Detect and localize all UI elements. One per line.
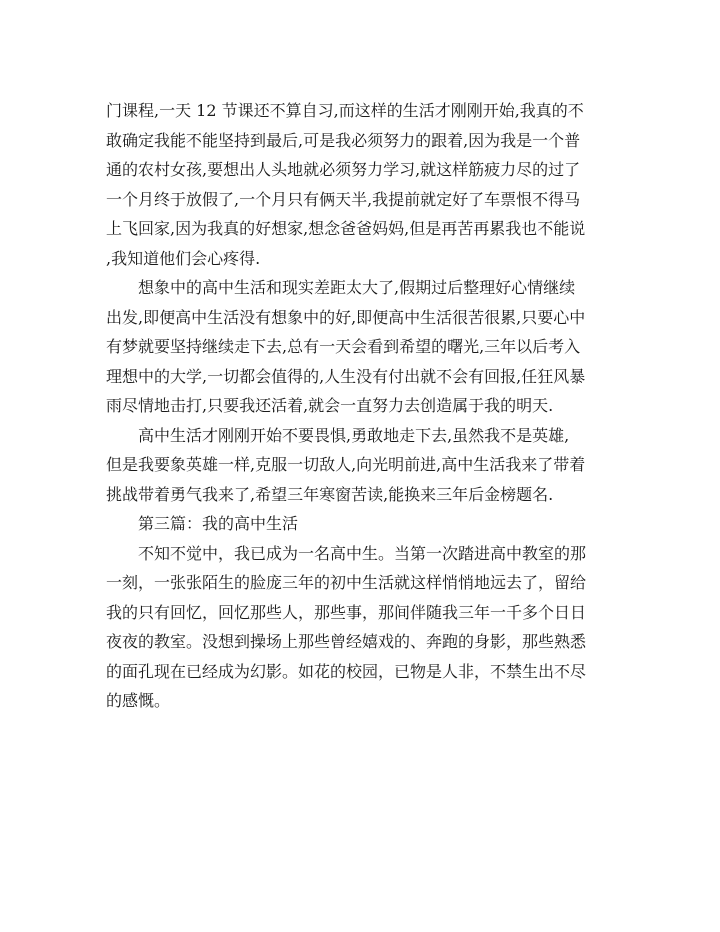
- section-heading: 第三篇：我的高中生活: [138, 514, 299, 533]
- text-line: 夜夜的教室。没想到操场上那些曾经嬉戏的、奔跑的身影，那些熟悉: [106, 632, 587, 651]
- document-page: [106, 96, 616, 716]
- text-line: 理想中的大学,一切都会值得的,人生没有付出就不会有回报,任狂风暴: [106, 366, 586, 386]
- text-line: 的面孔现在已经成为幻影。如花的校园，已物是人非，不禁生出不尽: [106, 661, 587, 681]
- text-line: 通的农村女孩,要想出人头地就必须努力学习,就这样筋疲力尽的过了: [106, 160, 581, 179]
- text-line: 雨尽情地击打,只要我还活着,就会一直努力去创造属于我的明天.: [106, 396, 554, 415]
- paragraph-first-line: 想象中的高中生活和现实差距太大了,假期过后整理好心情继续: [138, 278, 576, 297]
- text-line: 敢确定我能不能坚持到最后,可是我必须努力的跟着,因为我是一个普: [106, 130, 581, 150]
- paragraph-first-line: 高中生活才刚刚开始不要畏惧,勇敢地走下去,虽然我不是英雄,: [138, 425, 570, 445]
- text-line: ,我知道他们会心疼得.: [106, 248, 261, 268]
- paragraph-first-line: 不知不觉中，我已成为一名高中生。当第一次踏进高中教室的那: [138, 543, 587, 563]
- text-line: 一个月终于放假了,一个月只有俩天半,我提前就定好了车票恨不得马: [106, 189, 581, 209]
- text-line: 我的只有回忆，回忆那些人，那些事，那间伴随我三年一千多个日日: [106, 602, 587, 622]
- text-line: 出发,即便高中生活没有想象中的好,即便高中生活很苦很累,只要心中: [106, 307, 586, 327]
- text-line: 上飞回家,因为我真的好想家,想念爸爸妈妈,但是再苦再累我也不能说: [106, 219, 586, 238]
- text-line: 有梦就要坚持继续走下去,总有一天会看到希望的曙光,三年以后考入: [106, 337, 581, 356]
- text-line: 一刻，一张张陌生的脸庞三年的初中生活就这样悄悄地远去了，留给: [106, 573, 587, 592]
- text-line: 挑战带着勇气我来了,希望三年寒窗苦读,能换来三年后金榜题名.: [106, 484, 554, 504]
- text-line: 但是我要象英雄一样,克服一切敌人,向光明前进,高中生活我来了带着: [106, 455, 586, 474]
- text-line: 的感慨。: [106, 691, 171, 710]
- text-line: 门课程,一天 12 节课还不算自习,而这样的生活才刚刚开始,我真的不: [106, 101, 584, 120]
